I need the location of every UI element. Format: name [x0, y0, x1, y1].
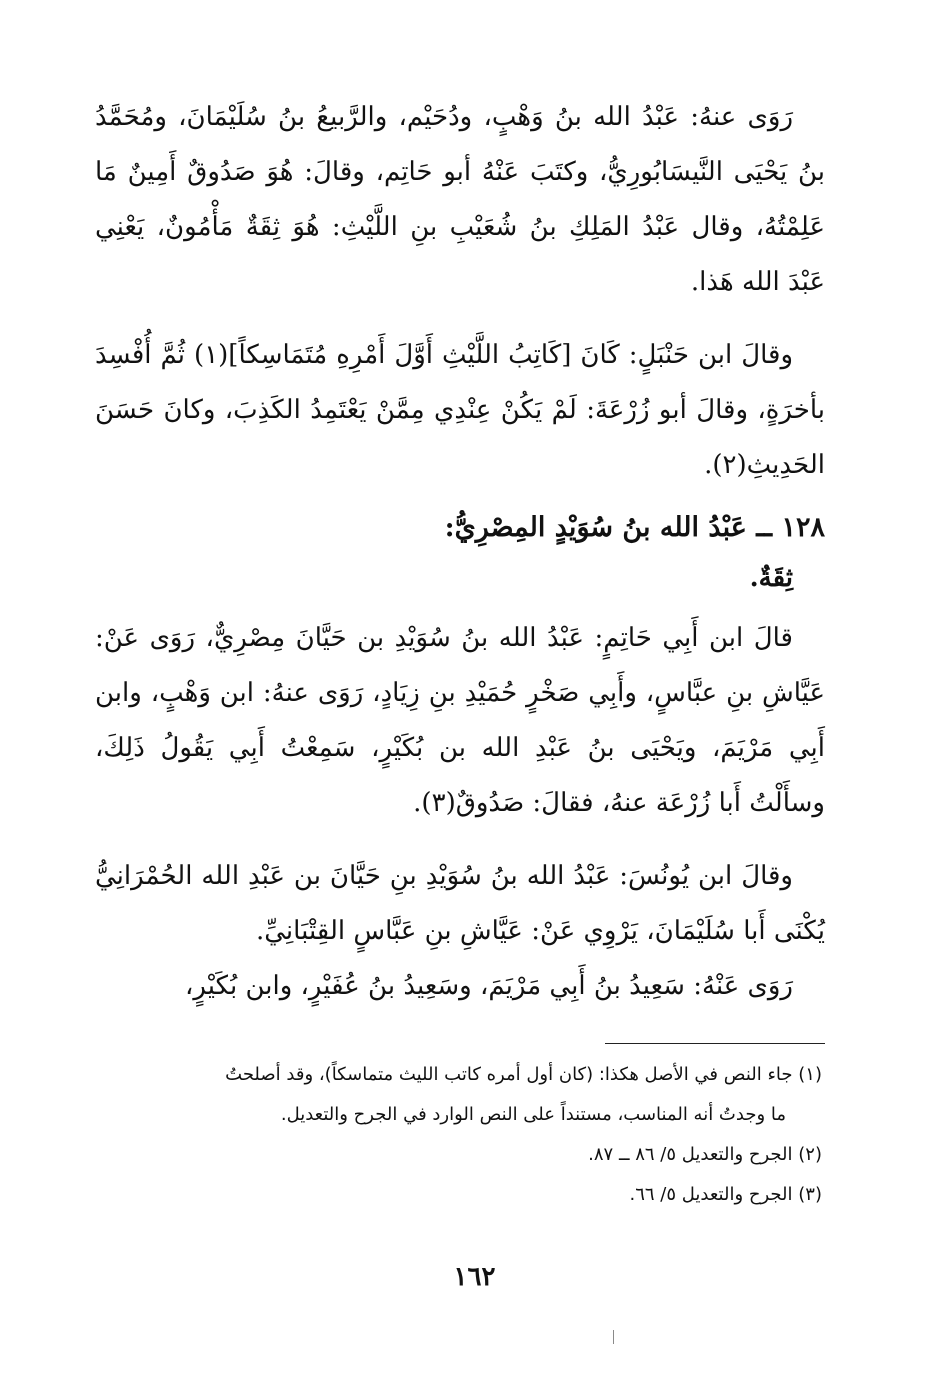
footnotes: [110, 1055, 822, 1215]
entry-verdict: ثِقَةٌ.: [749, 563, 793, 593]
scan-mark: [613, 1330, 614, 1344]
page-body: [95, 90, 825, 1014]
footnote-marker: (٣): [798, 1184, 822, 1205]
paragraph-ibn-hanbal: وقالَ ابن حَنْبَلٍ: كَانَ [كَاتِبُ اللَّيْثِ أَوَّلَ أَمْرِهِ مُتَمَاسِكاً](١) ثُمَّ أُفْسِدَ بأخرَةٍ، وقالَ أبو زُرْعَةَ: لَمْ يَكُنْ عِنْدِي مِمَّنْ يَعْتَمِدُ الكَذِبَ، وكانَ حَسَنَ الحَدِيثِ(٢).: [95, 340, 825, 480]
paragraph-narrators: رَوَى عنهُ: عَبْدُ الله بنُ وَهْبٍ، ودُحَيْم، والرَّبيعُ بنُ سُلَيْمَانَ، ومُحَمَّدُ بنُ يَحْيَى النَّيسَابُورِيُّ، وكتَبَ عَنْهُ أبو حَاتِم، وقالَ: هُوَ صَدُوقٌ أَمِينٌ مَا عَلِمْتُهُ، وقال عَبْدُ المَلِكِ بنُ شُعَيْبِ بنِ اللَّيْثِ: هُوَ ثِقَةٌ مَأْمُونٌ، يَعْنِي عَبْدَ الله هَذا.: [95, 102, 825, 297]
footnote-marker: (١): [798, 1064, 822, 1085]
paragraph-narrated-from-him: رَوَى عَنْهُ: سَعِيدُ بنُ أَبِي مَرْيَمَ، وسَعِيدُ بنُ عُفَيْرٍ، وابن بُكَيْرٍ،: [185, 971, 793, 1001]
footnote-marker: (٢): [798, 1144, 822, 1165]
footnote-text: الجرح والتعديل ٥/ ٨٦ ــ ٨٧.: [588, 1144, 793, 1165]
paragraph-ibn-yunus: وقالَ ابن يُونُسَ: عَبْدُ الله بنُ سُوَيْدِ بنِ حَيَّانَ بن عَبْدِ الله الحُمْرَانِيُّ يُكْنَى أَبا سُلَيْمَانَ، يَرْوِي عَنْ: عَيَّاشِ بنِ عَبَّاسٍ القِتْبَانِيِّ.: [95, 861, 825, 946]
footnote-2: [110, 1135, 822, 1175]
paragraph-ibn-abi-hatim: قالَ ابن أَبِي حَاتِمٍ: عَبْدُ الله بنُ سُوَيْدِ بن حَيَّانَ مِصْرِيٌّ، رَوَى عَنْ: عَيَّاشِ بنِ عبَّاسٍ، وأَبِي صَخْرٍ حُمَيْدِ بنِ زِيَادٍ، رَوَى عنهُ: ابن وَهْبٍ، وابن أَبِي مَرْيَمَ، ويَحْيَى بنُ عَبْدِ الله بن بُكَيْرٍ، سَمِعْتُ أَبِي يَقُولُ ذَلِكَ، وسأَلْتُ أَبا زُرْعَة عنهُ، فقالَ: صَدُوقٌ(٣).: [95, 623, 825, 818]
footnote-divider: [605, 1043, 825, 1044]
footnote-3: [110, 1175, 822, 1215]
footnote-text: الجرح والتعديل ٥/ ٦٦.: [629, 1184, 793, 1205]
page-number: ١٦٢: [453, 1262, 496, 1292]
footnote-1: [110, 1055, 822, 1095]
footnote-1-continuation: ما وجدتُ أنه المناسب، مستنداً على النص الوارد في الجرح والتعديل.: [280, 1104, 786, 1125]
entry-heading: ١٢٨ ــ عَبْدُ الله بنُ سُوَيْدٍ المِصْرِيُّ:: [444, 512, 825, 543]
footnote-text: جاء النص في الأصل هكذا: (كان أول أمره كاتب الليث متماسكاً)، وقد أصلحتُ: [225, 1064, 793, 1085]
